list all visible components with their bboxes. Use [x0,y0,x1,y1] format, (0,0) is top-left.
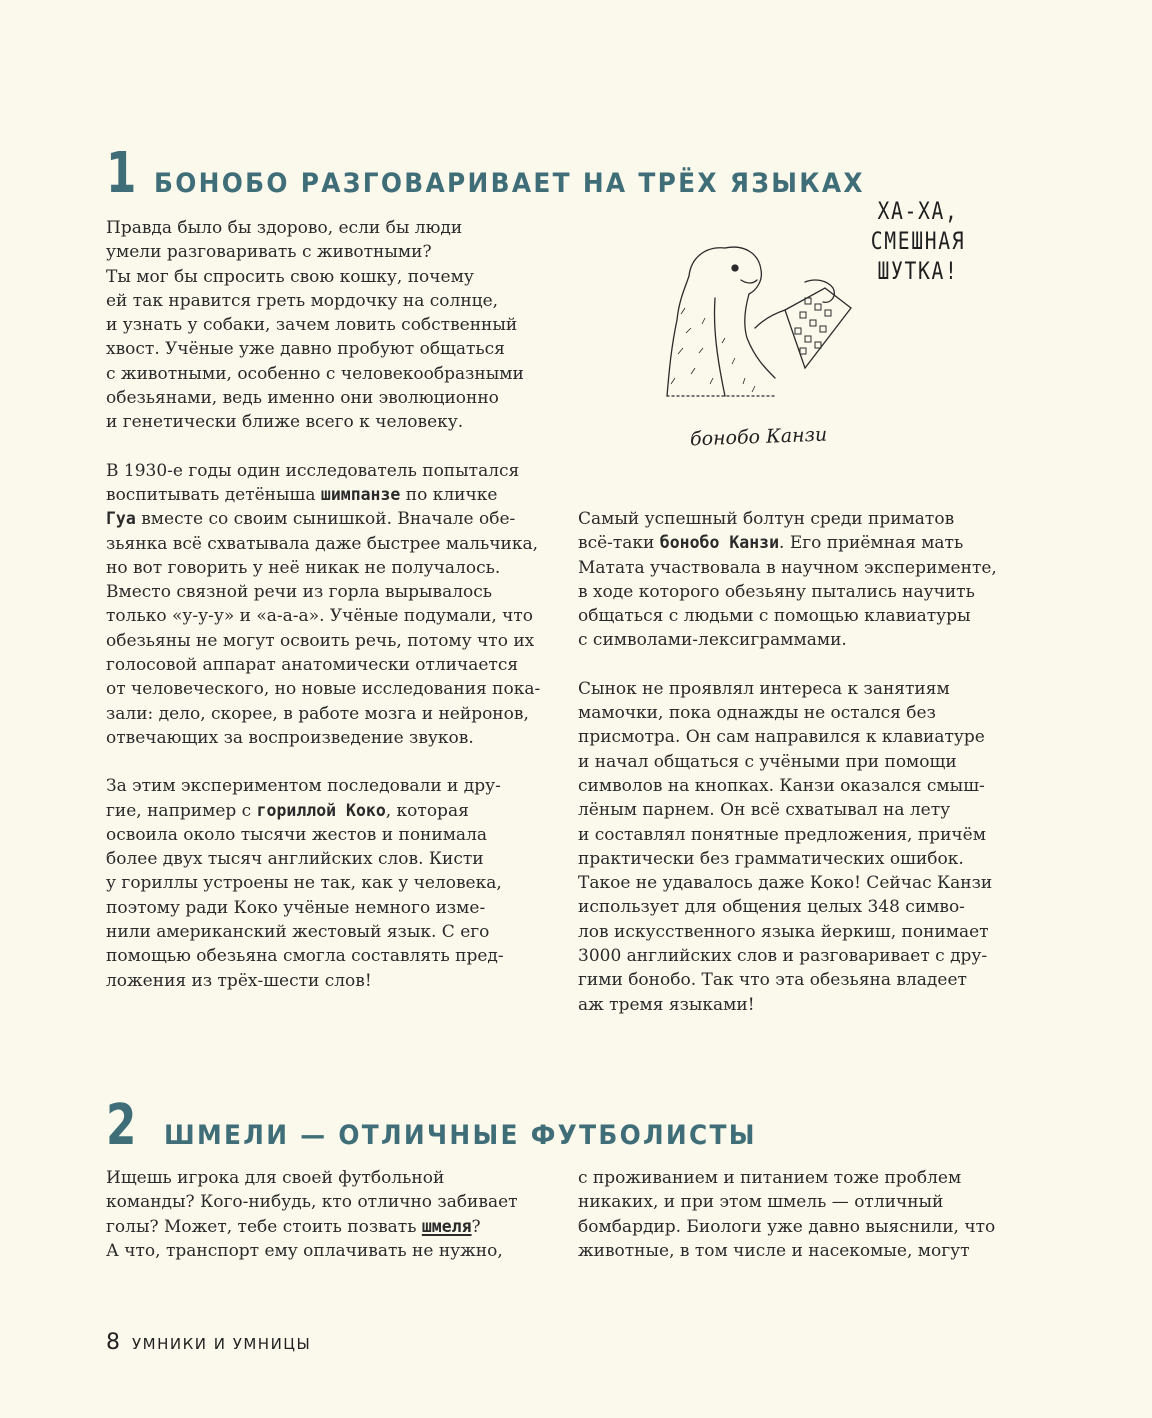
text-line: В 1930-е годы один исследователь попытался [106,460,520,481]
paragraph-bumblebee [106,1166,546,1263]
text-line: команды? Кого-нибудь, кто отлично забивает [106,1192,518,1213]
section-2-right-column [578,1166,1028,1287]
speech-line: ХА-ХА, [877,197,959,225]
text-line: но вот говорить у неё никак не получалось. [106,557,501,578]
text-line: Ты мог бы спросить свою кошку, почему [106,266,474,287]
text-line: и узнать у собаки, зачем ловить собственный [106,315,518,336]
text-line: Сынок не проявлял интереса к занятиям [578,678,950,699]
keyword-bumblebee: шмеля [421,1216,472,1236]
text-line: поэтому ради Коко учёные немного изме- [106,897,486,918]
text-line: практически без грамматических ошибок. [578,848,964,869]
text-line: более двух тысяч английских слов. Кисти [106,849,484,870]
text-line: За этим экспериментом последовали и дру- [106,776,501,797]
text-line: только «у-у-у» и «а-а-а». Учёные подумали, что [106,606,534,627]
text-line: использует для общения целых 348 симво- [578,897,965,918]
text-line: Такое не удавалось даже Коко! Сейчас Канзи [578,873,993,894]
text-line: Гуа вместе со своим сынишкой. Вначале обе- [106,509,516,530]
section-1-number: 1 [106,141,137,206]
keyword-chimpanzee: шимпанзе [320,484,401,504]
text-line: с животными, особенно с человекообразными [106,363,524,384]
text-line: обезьяны не могут освоить речь, потому что их [106,630,535,651]
text-line: всё-таки бонобо Канзи. Его приёмная мать [578,533,964,554]
text-line: и начал общаться с учёными при помощи [578,751,957,772]
section-2-left-column [106,1166,546,1287]
speech-line: ШУТКА! [877,257,959,285]
section-2-title: ШМЕЛИ — ОТЛИЧНЫЕ ФУТБОЛИСТЫ [164,1120,757,1151]
section-1-left-column [106,216,546,1017]
text-line: Ищешь игрока для своей футбольной [106,1168,445,1188]
text-line: присмотра. Он сам направился к клавиатуре [578,727,985,748]
paragraph-koko [106,774,546,993]
section-2-heading [106,1093,808,1158]
text-line: отвечающих за воспроизведение звуков. [106,727,474,748]
text-line: освоила около тысячи жестов и понимала [106,824,488,845]
text-line: 3000 английских слов и разговаривает с дру- [578,946,988,967]
section-1-right-column [578,507,1028,1041]
text-line: символов на кнопках. Канзи оказался смыш- [578,775,985,796]
text-line: гие, например с гориллой Коко, которая [106,800,469,821]
paragraph-kanzi-learning [578,677,1028,1017]
text-line: от человеческого, но новые исследования пока- [106,679,541,700]
text-line: зали: дело, скорее, в работе мозга и нейронов, [106,703,529,724]
text-line: А что, транспорт ему оплачивать не нужно, [106,1240,503,1261]
text-line: зьянка всё схватывала даже быстрее мальчика, [106,533,539,554]
page-footer [106,1330,311,1355]
text-line: и составлял понятные предложения, причём [578,824,986,845]
text-line: с символами-лексиграммами. [578,630,847,651]
text-line: лов искусственного языка йеркиш, понимает [578,921,989,942]
text-line: общаться с людьми с помощью клавиатуры [578,606,971,627]
text-line: голы? Может, тебе стоить позвать шмеля? [106,1216,481,1237]
text-line: нили американский жестовый язык. С его [106,922,490,943]
text-line: лёным парнем. Он всё схватывал на лету [578,800,951,821]
running-section-title: УМНИКИ И УМНИЦЫ [132,1335,312,1353]
illustration-caption: бонобо Канзи [689,423,828,451]
text-line: воспитывать детёныша шимпанзе по кличке [106,484,498,505]
section-1-title: БОНОБО РАЗГОВАРИВАЕТ НА ТРЁХ ЯЗЫКАХ [154,168,865,199]
keyword-bonobo-kanzi: бонобо Канзи [659,533,780,553]
text-line: в ходе которого обезьяну пытались научить [578,581,975,602]
text-line: никаких, и при этом шмель — отличный [578,1192,944,1213]
paragraph-bumblebee-cont [578,1166,1028,1263]
speech-line: СМЕШНАЯ [870,227,966,255]
keyword-gorilla-koko: гориллой Коко [256,800,386,820]
section-1-heading [106,141,927,206]
text-line: Правда было бы здорово, если бы люди [106,218,463,238]
keyword-gua: Гуа [106,509,136,529]
text-line: аж тремя языками! [578,994,755,1015]
text-line: хвост. Учёные уже давно пробуют общаться [106,339,505,360]
text-line: у гориллы устроены не так, как у человека, [106,873,502,894]
text-line: голосовой аппарат анатомически отличается [106,655,519,676]
text-line: гими бонобо. Так что эта обезьяна владеет [578,970,967,991]
paragraph-kanzi [578,507,1028,653]
text-line: и генетически ближе всего к человеку. [106,412,464,433]
text-line: Самый успешный болтун среди приматов [578,509,955,529]
paragraph-gua [106,459,546,751]
page-number: 8 [106,1330,120,1355]
text-line: ей так нравится греть мордочку на солнце, [106,290,499,311]
text-line: с проживанием и питанием тоже проблем [578,1168,962,1188]
text-line: обезьянами, ведь именно они эволюционно [106,388,499,409]
text-line: помощью обезьяна смогла составлять пред- [106,946,504,967]
text-line: умели разговаривать с животными? [106,242,432,263]
paragraph-intro [106,216,546,435]
section-2-number: 2 [106,1093,137,1158]
text-line: бомбардир. Биологи уже давно выяснили, что [578,1216,996,1237]
text-line: Матата участвовала в научном эксперименте, [578,557,997,578]
text-line: мамочки, пока однажды не остался без [578,703,936,724]
text-line: животные, в том числе и насекомые, могут [578,1240,970,1261]
bonobo-illustration [655,228,865,408]
speech-bubble-text [869,196,967,286]
text-line: Вместо связной речи из горла вырывалось [106,582,493,603]
text-line: ложения из трёх-шести слов! [106,970,372,991]
